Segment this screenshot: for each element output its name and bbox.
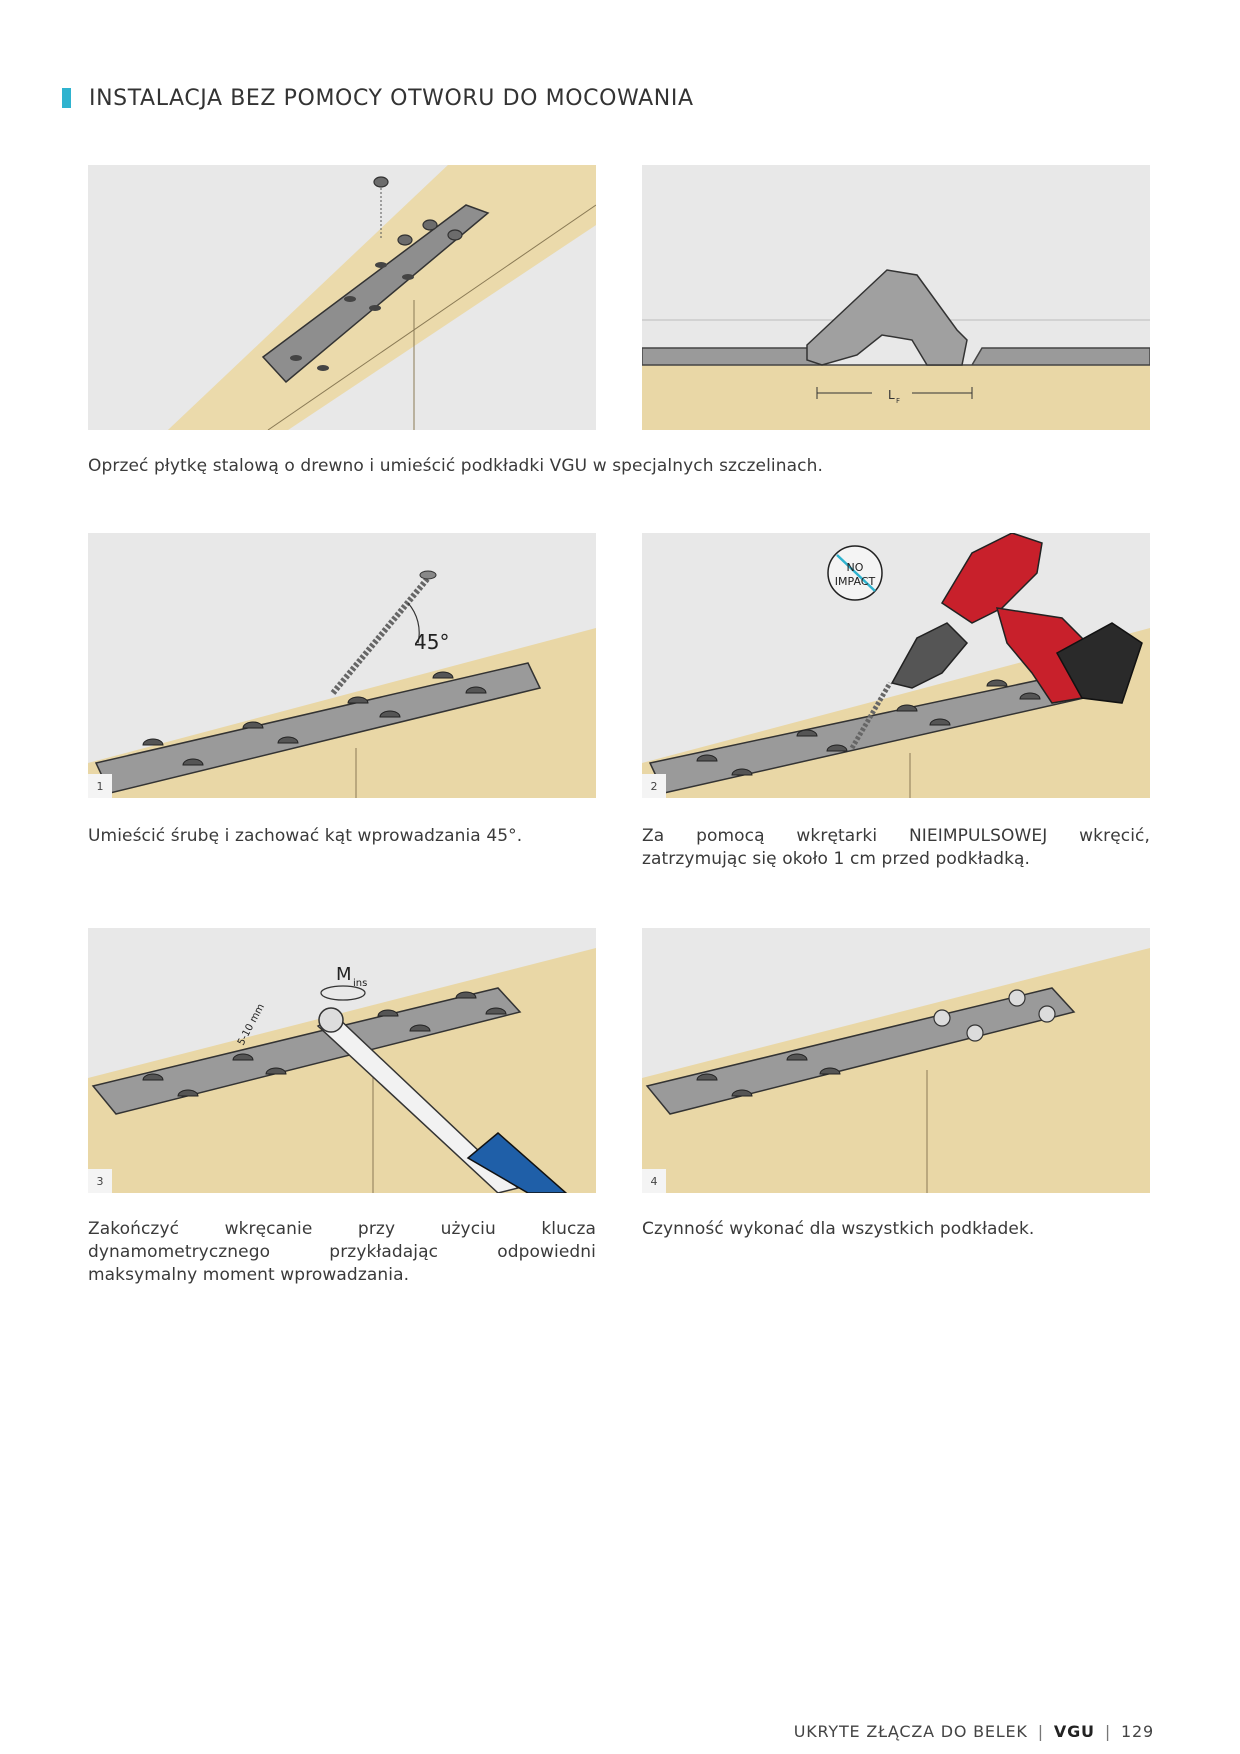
gap-label: 5-10 mm xyxy=(235,1002,267,1048)
section-title: INSTALACJA BEZ POMOCY OTWORU DO MOCOWANIA xyxy=(89,85,694,111)
angle-label: 45° xyxy=(414,630,450,654)
badge-line-1: NO xyxy=(846,561,864,574)
dimension-label: L xyxy=(888,388,895,402)
badge-line-2: IMPACT xyxy=(834,575,876,588)
figure-step-2 xyxy=(642,533,1150,798)
footer-section: UKRYTE ZŁĄCZA DO BELEK xyxy=(793,1722,1028,1741)
section-header xyxy=(62,86,694,110)
accent-bar xyxy=(62,88,71,108)
step-4-illustration xyxy=(642,928,1150,1193)
torque-subscript: ins xyxy=(353,978,368,989)
caption-step-4: Czynność wykonać dla wszystkich podkładek. xyxy=(642,1219,1035,1239)
step-number: 1 xyxy=(88,774,112,798)
figure-plate-on-beam xyxy=(88,165,596,430)
step-number: 3 xyxy=(88,1169,112,1193)
figure-step-4 xyxy=(642,928,1150,1193)
caption-top: Oprzeć płytkę stalową o drewno i umieścić podkładki VGU w specjalnych szczelinach. xyxy=(88,456,823,476)
page-footer xyxy=(794,1722,1154,1741)
torque-label: M xyxy=(336,964,352,985)
step-number: 2 xyxy=(642,774,666,798)
plate-on-beam-illustration xyxy=(88,165,596,430)
footer-separator: | xyxy=(1037,1722,1044,1741)
footer-separator: | xyxy=(1104,1722,1112,1741)
figure-washer-section xyxy=(642,165,1150,430)
step-2-illustration xyxy=(642,533,1150,798)
caption-step-3: Zakończyć wkręcanie przy użyciu klucza dynamometrycznego przykładając odpowiedni maksymalny moment wprowadzania. xyxy=(88,1219,596,1285)
step-3-illustration xyxy=(88,928,596,1193)
page-number: 129 xyxy=(1121,1722,1154,1741)
figure-step-1 xyxy=(88,533,596,798)
washer-section-illustration xyxy=(642,165,1150,430)
footer-brand: VGU xyxy=(1053,1722,1095,1741)
step-1-illustration xyxy=(88,533,596,798)
caption-step-1: Umieścić śrubę i zachować kąt wprowadzania 45°. xyxy=(88,826,523,846)
dimension-subscript: F xyxy=(896,397,901,405)
figure-step-3 xyxy=(88,928,596,1193)
step-number: 4 xyxy=(642,1169,666,1193)
caption-step-2: Za pomocą wkrętarki NIEIMPULSOWEJ wkręcić, zatrzymując się około 1 cm przed podkładką. xyxy=(642,826,1150,869)
